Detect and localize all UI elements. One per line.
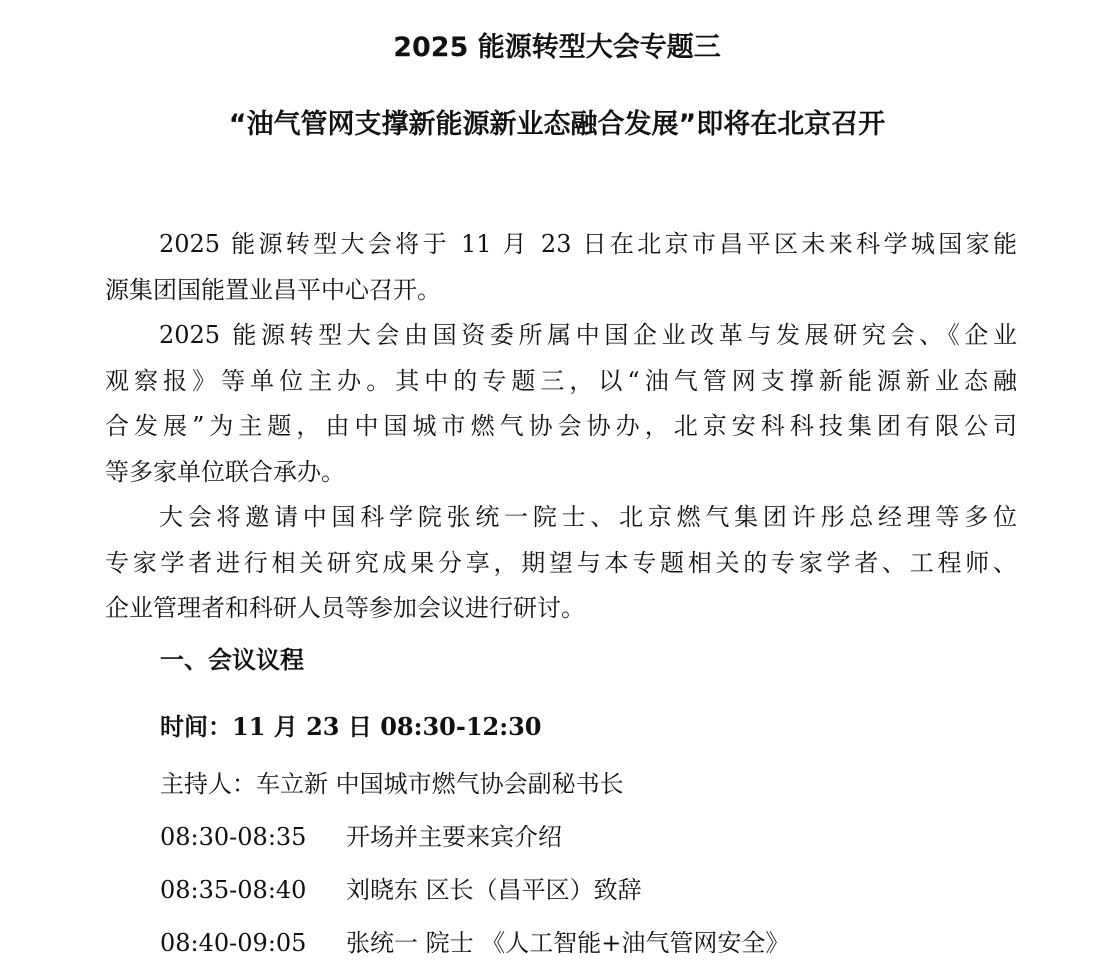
agenda-item-desc: 开场并主要来宾介绍 [346,823,562,851]
paragraph-line: 合发展”为主题，由中国城市燃气协会协办，北京安科科技集团有限公司 [105,412,1017,440]
paragraph-2 [105,313,1017,495]
paragraph-1 [105,222,1017,313]
paragraph-line: 2025 能源转型大会由国资委所属中国企业改革与发展研究会、《企业 [159,321,1017,349]
paragraph-line: 等多家单位联合承办。 [105,457,345,486]
paragraph-3 [105,495,1017,632]
agenda-item-time: 08:40-09:05 [160,929,307,957]
paragraph-line: 源集团国能置业昌平中心召开。 [105,275,441,304]
paragraph-line: 企业管理者和科研人员等参加会议进行研讨。 [105,594,585,622]
paragraph-line: 观察报》等单位主办。其中的专题三，以“油气管网支撑新能源新业态融 [105,366,1017,395]
paragraph-line: 专家学者进行相关研究成果分享，期望与本专题相关的专家学者、工程师、 [105,548,1017,577]
agenda-item [160,923,789,963]
agenda-item-time: 08:30-08:35 [160,823,307,851]
agenda-host: 主持人：车立新 中国城市燃气协会副秘书长 [160,770,624,798]
agenda-item-time: 08:35-08:40 [160,876,307,904]
agenda-item [160,817,562,857]
document-title-line-1: 2025 能源转型大会专题三 [393,32,721,63]
agenda-item-desc: 张统一 院士 《人工智能+油气管网安全》 [346,929,790,957]
document-title-line-2: “油气管网支撑新能源新业态融合发展”即将在北京召开 [228,109,886,140]
agenda-item-desc: 刘晓东 区长（昌平区）致辞 [346,876,642,904]
agenda-item [160,870,642,910]
agenda-time: 时间：11 月 23 日 08:30-12:30 [160,712,542,741]
document-body [105,222,1017,632]
section-heading: 一、会议议程 [160,645,304,674]
paragraph-line: 2025 能源转型大会将于 11 月 23 日在北京市昌平区未来科学城国家能 [159,230,1017,258]
paragraph-line: 大会将邀请中国科学院张统一院士、北京燃气集团许彤总经理等多位 [159,503,1017,531]
